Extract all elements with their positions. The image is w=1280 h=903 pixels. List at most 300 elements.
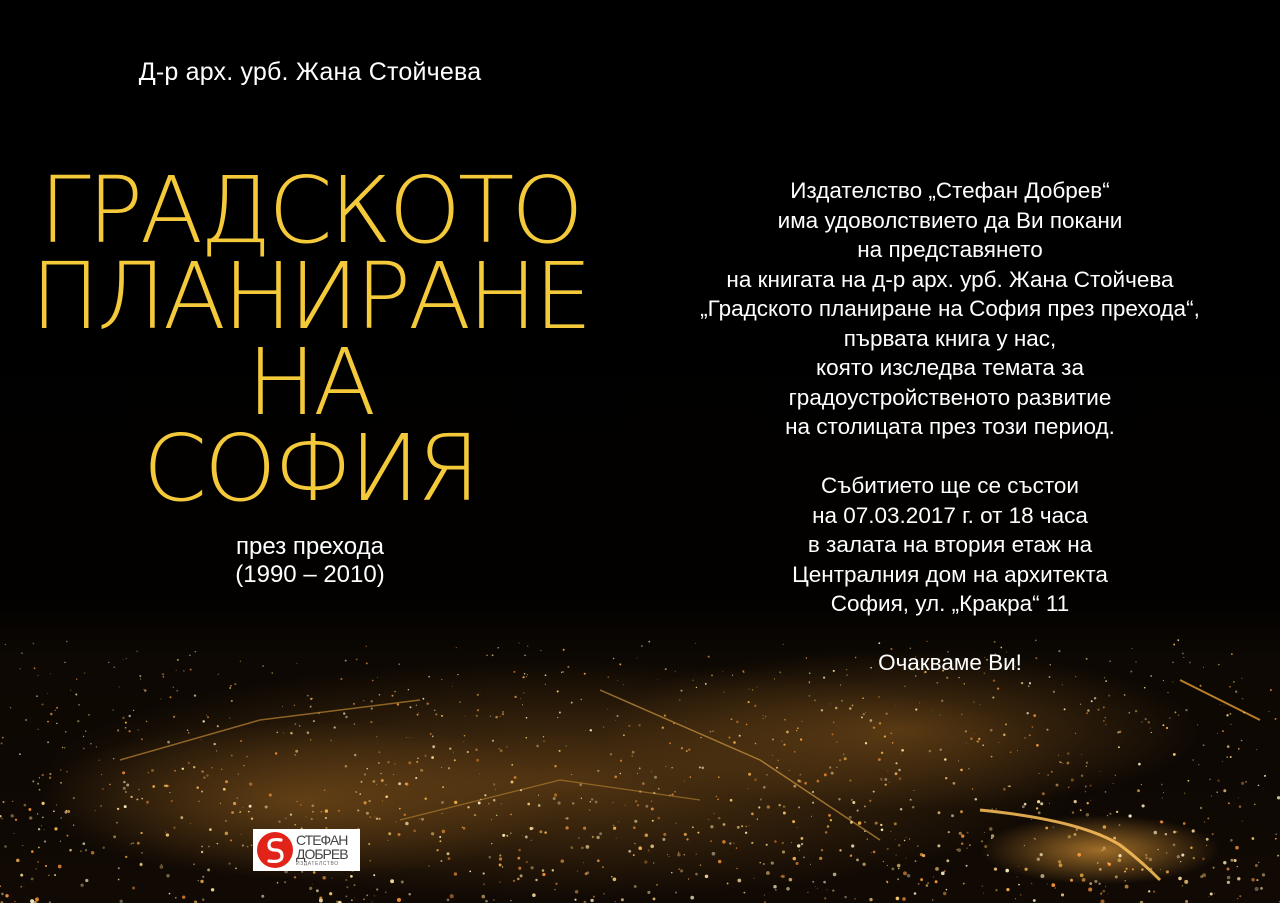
city-light-dot: [125, 722, 127, 724]
city-light-dot: [633, 854, 635, 856]
city-light-dot: [1145, 857, 1148, 860]
city-light-dot: [1275, 718, 1277, 720]
city-light-dot: [897, 878, 899, 880]
city-light-dot: [895, 772, 898, 775]
city-light-dot: [903, 871, 907, 875]
city-light-dot: [958, 760, 959, 761]
city-light-dot: [527, 803, 530, 806]
city-light-dot: [416, 761, 418, 763]
city-light-dot: [1214, 893, 1215, 894]
city-light-dot: [1145, 718, 1147, 720]
city-light-dot: [408, 761, 411, 764]
city-light-dot: [242, 844, 244, 846]
city-light-dot: [435, 713, 437, 715]
city-light-dot: [363, 899, 364, 900]
city-light-dot: [915, 708, 917, 710]
city-light-dot: [748, 773, 751, 776]
city-light-dot: [1174, 711, 1176, 713]
city-light-dot: [376, 736, 377, 737]
city-light-dot: [162, 673, 164, 675]
city-light-dot: [306, 816, 307, 817]
city-light-dot: [459, 701, 461, 703]
city-light-dot: [914, 790, 915, 791]
city-light-dot: [570, 846, 573, 849]
city-light-dot: [702, 767, 705, 770]
city-light-dot: [599, 832, 602, 835]
city-light-dot: [491, 843, 492, 844]
city-light-dot: [873, 726, 875, 728]
city-light-dot: [454, 759, 456, 761]
city-light-dot: [615, 720, 616, 721]
city-light-dot: [752, 689, 753, 690]
city-light-dot: [376, 818, 378, 820]
city-light-dot: [1132, 868, 1134, 870]
city-light-dot: [1060, 762, 1062, 764]
city-light-dot: [463, 741, 464, 742]
city-light-dot: [748, 788, 749, 789]
city-light-dot: [1049, 803, 1050, 804]
city-light-dot: [579, 783, 582, 786]
city-light-dot: [1172, 681, 1173, 682]
city-light-dot: [182, 896, 185, 899]
city-light-dot: [319, 897, 322, 900]
city-light-dot: [536, 745, 539, 748]
city-light-dot: [321, 811, 323, 813]
city-light-dot: [695, 873, 698, 876]
city-light-dot: [70, 690, 71, 691]
city-light-dot: [1058, 860, 1061, 863]
city-light-dot: [169, 792, 170, 793]
city-light-dot: [1142, 804, 1145, 807]
city-light-dot: [922, 854, 925, 857]
city-light-dot: [1200, 685, 1202, 687]
city-light-dot: [1135, 710, 1137, 712]
city-light-dot: [1068, 835, 1071, 838]
city-light-dot: [634, 843, 635, 844]
city-light-dot: [300, 804, 302, 806]
city-light-dot: [1074, 800, 1077, 803]
city-light-dot: [642, 782, 645, 785]
city-light-dot: [430, 733, 432, 735]
city-light-dot: [67, 810, 70, 813]
city-light-dot: [690, 776, 692, 778]
city-light-dot: [374, 816, 375, 817]
city-light-dot: [448, 767, 450, 769]
invitation-line: на столицата през този период.: [785, 414, 1115, 439]
city-light-dot: [404, 814, 406, 816]
city-light-dot: [727, 883, 729, 885]
city-light-dot: [571, 702, 573, 704]
city-light-dot: [112, 709, 114, 711]
city-light-dot: [800, 738, 802, 740]
city-light-dot: [364, 801, 367, 804]
city-light-dot: [781, 741, 782, 742]
city-light-dot: [1009, 785, 1011, 787]
city-light-dot: [885, 713, 887, 715]
city-light-dot: [812, 791, 814, 793]
city-light-dot: [1021, 682, 1023, 684]
city-light-dot: [394, 763, 395, 764]
city-light-dot: [571, 774, 572, 775]
city-light-dot: [961, 714, 962, 715]
city-light-dot: [189, 655, 190, 656]
city-light-dot: [201, 791, 203, 793]
city-light-dot: [945, 777, 947, 779]
city-light-dot: [1024, 803, 1027, 806]
city-light-dot: [311, 818, 313, 820]
city-light-dot: [511, 781, 514, 784]
city-light-dot: [1040, 853, 1043, 856]
city-light-dot: [593, 896, 595, 898]
city-light-dot: [956, 849, 958, 851]
city-light-dot: [910, 799, 912, 801]
city-light-dot: [1115, 775, 1116, 776]
city-light-dot: [378, 818, 380, 820]
city-light-dot: [964, 683, 965, 684]
city-light-dot: [481, 895, 485, 899]
city-light-dot: [1037, 858, 1040, 861]
city-light-dot: [559, 750, 561, 752]
city-light-dot: [836, 741, 837, 742]
city-light-dot: [294, 824, 296, 826]
city-light-dot: [368, 800, 370, 802]
city-light-dot: [982, 886, 983, 887]
city-light-dot: [590, 899, 593, 902]
city-light-dot: [231, 755, 233, 757]
city-light-dot: [831, 772, 834, 775]
city-light-dot: [524, 655, 525, 656]
city-light-dot: [567, 666, 569, 668]
city-light-dot: [566, 746, 567, 747]
city-light-dot: [970, 737, 973, 740]
city-light-dot: [510, 814, 512, 816]
city-light-dot: [851, 799, 853, 801]
city-light-dot: [658, 788, 660, 790]
city-light-dot: [432, 736, 434, 738]
invitation-line: градоустройственото развитие: [788, 384, 1112, 410]
city-light-dot: [1033, 899, 1036, 902]
city-light-dot: [839, 759, 841, 761]
city-light-dot: [927, 882, 929, 884]
city-light-dot: [175, 897, 177, 899]
city-light-dot: [883, 861, 884, 862]
city-light-dot: [532, 893, 536, 897]
city-light-dot: [141, 852, 143, 854]
city-light-dot: [485, 900, 488, 903]
city-light-dot: [1086, 802, 1088, 804]
city-light-dot: [131, 843, 133, 845]
city-light-dot: [1105, 886, 1106, 887]
city-light-dot: [718, 817, 721, 820]
city-light-dot: [190, 823, 191, 824]
city-light-dot: [1027, 712, 1029, 714]
city-light-dot: [737, 826, 740, 829]
city-light-dot: [41, 825, 42, 826]
city-light-dot: [795, 862, 798, 865]
city-light-dot: [1107, 893, 1108, 894]
city-light-dot: [12, 801, 13, 802]
city-light-dot: [117, 808, 119, 810]
city-light-dot: [763, 786, 765, 788]
city-light-dot: [1241, 782, 1244, 785]
city-light-dot: [1024, 737, 1026, 739]
city-light-dot: [122, 717, 125, 720]
logo-tagline: ИЗДАТЕЛСТВО: [296, 861, 339, 867]
city-light-dot: [479, 773, 480, 774]
city-light-dot: [810, 864, 811, 865]
city-light-dot: [669, 856, 670, 857]
city-light-dot: [1163, 680, 1164, 681]
city-light-dot: [480, 799, 482, 801]
city-light-dot: [992, 696, 994, 698]
city-light-dot: [376, 784, 377, 785]
city-light-dot: [1080, 873, 1084, 877]
city-light-dot: [754, 779, 757, 782]
city-light-dot: [39, 789, 41, 791]
city-light-dot: [535, 879, 537, 881]
city-light-dot: [1033, 714, 1036, 717]
city-light-dot: [351, 899, 353, 901]
city-light-dot: [56, 804, 57, 805]
city-light-dot: [717, 799, 719, 801]
city-light-dot: [1006, 888, 1009, 891]
city-light-dot: [766, 871, 770, 875]
city-light-dot: [113, 835, 116, 838]
city-light-dot: [329, 892, 332, 895]
city-light-dot: [464, 735, 465, 736]
city-light-dot: [1024, 868, 1027, 871]
city-light-dot: [967, 832, 969, 834]
city-light-dot: [1086, 813, 1089, 816]
city-light-dot: [526, 861, 528, 863]
city-light-dot: [966, 865, 968, 867]
city-light-dot: [506, 746, 507, 747]
city-light-dot: [373, 874, 375, 876]
city-light-dot: [240, 811, 242, 813]
city-light-dot: [635, 800, 638, 803]
city-light-dot: [1099, 868, 1102, 871]
city-light-dot: [370, 860, 371, 861]
city-light-dot: [128, 715, 130, 717]
city-light-dot: [1241, 740, 1243, 742]
city-light-dot: [1238, 798, 1239, 799]
city-light-dot: [680, 690, 682, 692]
city-light-dot: [1241, 678, 1242, 679]
city-light-dot: [960, 810, 963, 813]
city-light-dot: [354, 723, 355, 724]
city-light-dot: [368, 843, 370, 845]
city-light-dot: [1142, 722, 1143, 723]
city-light-dot: [20, 874, 23, 877]
city-light-dot: [561, 672, 562, 673]
city-light-dot: [118, 867, 120, 869]
city-light-dot: [1242, 698, 1244, 700]
city-light-dot: [696, 687, 697, 688]
city-light-dot: [980, 704, 981, 705]
city-light-dot: [1160, 869, 1161, 870]
city-light-dot: [858, 821, 861, 824]
city-light-dot: [705, 875, 708, 878]
city-light-dot: [557, 717, 558, 718]
city-light-dot: [387, 761, 389, 763]
city-light-dot: [167, 741, 170, 744]
city-light-dot: [1137, 789, 1140, 792]
city-light-dot: [887, 771, 888, 772]
city-light-dot: [1177, 855, 1180, 858]
city-light-dot: [502, 866, 503, 867]
city-light-dot: [574, 899, 576, 901]
city-light-dot: [671, 793, 673, 795]
city-light-dot: [559, 712, 561, 714]
city-light-dot: [499, 854, 501, 856]
city-light-dot: [871, 852, 872, 853]
city-light-dot: [1227, 876, 1231, 880]
city-light-dot: [673, 723, 674, 724]
city-light-dot: [900, 754, 901, 755]
city-light-dot: [772, 755, 773, 756]
city-light-dot: [623, 734, 625, 736]
city-light-dot: [1046, 729, 1048, 731]
title-line-1: ГРАДСКОТО: [39, 157, 581, 264]
city-light-dot: [201, 846, 203, 848]
city-light-dot: [439, 836, 441, 838]
city-light-dot: [841, 700, 843, 702]
city-light-dot: [889, 782, 890, 783]
city-light-dot: [894, 822, 897, 825]
city-light-dot: [360, 781, 362, 783]
city-light-dot: [2, 801, 4, 803]
city-light-dot: [990, 729, 993, 732]
city-light-dot: [565, 826, 568, 829]
city-light-dot: [1184, 880, 1188, 884]
city-light-dot: [493, 799, 496, 802]
city-light-dot: [249, 805, 252, 808]
city-light-dot: [44, 841, 46, 843]
city-light-dot: [136, 798, 138, 800]
city-light-dot: [895, 839, 896, 840]
city-light-dot: [756, 686, 757, 687]
city-light-dot: [123, 659, 124, 660]
city-light-dot: [896, 855, 897, 856]
city-light-dot: [284, 881, 286, 883]
city-light-dot: [151, 769, 154, 772]
city-light-dot: [1207, 817, 1209, 819]
city-light-dot: [840, 685, 841, 686]
city-light-dot: [1230, 839, 1233, 842]
city-light-dot: [1252, 837, 1255, 840]
city-light-dot: [966, 742, 967, 743]
city-light-dot: [408, 689, 409, 690]
city-light-dot: [353, 884, 355, 886]
city-light-dot: [467, 806, 469, 808]
city-light-dot: [553, 797, 556, 800]
city-light-dot: [61, 817, 62, 818]
city-light-dot: [405, 822, 409, 826]
city-light-dot: [1192, 759, 1193, 760]
city-light-dot: [480, 693, 481, 694]
city-light-dot: [345, 895, 347, 897]
city-light-dot: [794, 751, 795, 752]
city-light-dot: [73, 824, 74, 825]
city-light-dot: [522, 676, 524, 678]
city-light-dot: [1103, 847, 1106, 850]
city-light-dot: [517, 857, 520, 860]
city-light-dot: [901, 749, 904, 752]
city-light-dot: [1160, 821, 1163, 824]
city-light-dot: [371, 700, 373, 702]
city-light-dot: [237, 798, 238, 799]
city-light-dot: [1, 893, 4, 896]
city-light-dot: [878, 696, 880, 698]
city-light-dot: [182, 768, 184, 770]
city-light-dot: [77, 720, 79, 722]
city-light-dot: [1107, 862, 1108, 863]
city-light-dot: [1071, 778, 1074, 781]
city-light-dot: [784, 719, 786, 721]
city-light-dot: [2, 737, 4, 739]
city-light-dot: [827, 825, 830, 828]
city-light-dot: [90, 743, 92, 745]
city-light-dot: [169, 893, 171, 895]
city-light-dot: [1233, 681, 1235, 683]
city-light-dot: [312, 811, 314, 813]
city-light-dot: [633, 826, 636, 829]
city-light-dot: [350, 875, 353, 878]
city-light-dot: [60, 841, 61, 842]
city-light-dot: [1254, 804, 1256, 806]
city-light-dot: [406, 783, 409, 786]
city-light-dot: [1150, 868, 1152, 870]
city-light-dot: [21, 652, 23, 654]
city-light-dot: [1005, 869, 1009, 873]
city-light-dot: [1193, 857, 1195, 859]
city-light-dot: [552, 869, 554, 871]
city-light-dot: [367, 768, 368, 769]
city-light-dot: [475, 748, 478, 751]
city-light-dot: [869, 898, 872, 901]
city-light-dot: [936, 682, 938, 684]
city-light-dot: [1235, 846, 1239, 850]
city-light-dot: [193, 863, 195, 865]
city-light-dot: [1118, 746, 1120, 748]
city-light-dot: [233, 802, 236, 805]
city-light-dot: [1103, 720, 1105, 722]
city-light-dot: [803, 856, 805, 858]
city-light-dot: [1161, 784, 1163, 786]
city-light-dot: [880, 778, 882, 780]
city-light-dot: [365, 645, 367, 647]
city-light-dot: [165, 832, 166, 833]
city-light-dot: [969, 844, 971, 846]
city-light-dot: [442, 786, 444, 788]
city-light-dot: [613, 827, 616, 830]
city-light-dot: [247, 846, 249, 848]
city-light-dot: [309, 887, 312, 890]
city-light-dot: [968, 768, 969, 769]
city-light-dot: [900, 808, 903, 811]
city-light-dot: [1017, 750, 1018, 751]
city-light-dot: [294, 705, 296, 707]
city-light-dot: [890, 732, 892, 734]
city-light-dot: [49, 773, 51, 775]
city-light-dot: [1124, 694, 1126, 696]
city-light-dot: [905, 686, 906, 687]
city-light-dot: [1053, 691, 1055, 693]
city-light-dot: [944, 870, 946, 872]
city-light-dot: [607, 709, 608, 710]
city-light-dot: [249, 783, 252, 786]
city-light-dot: [83, 736, 84, 737]
